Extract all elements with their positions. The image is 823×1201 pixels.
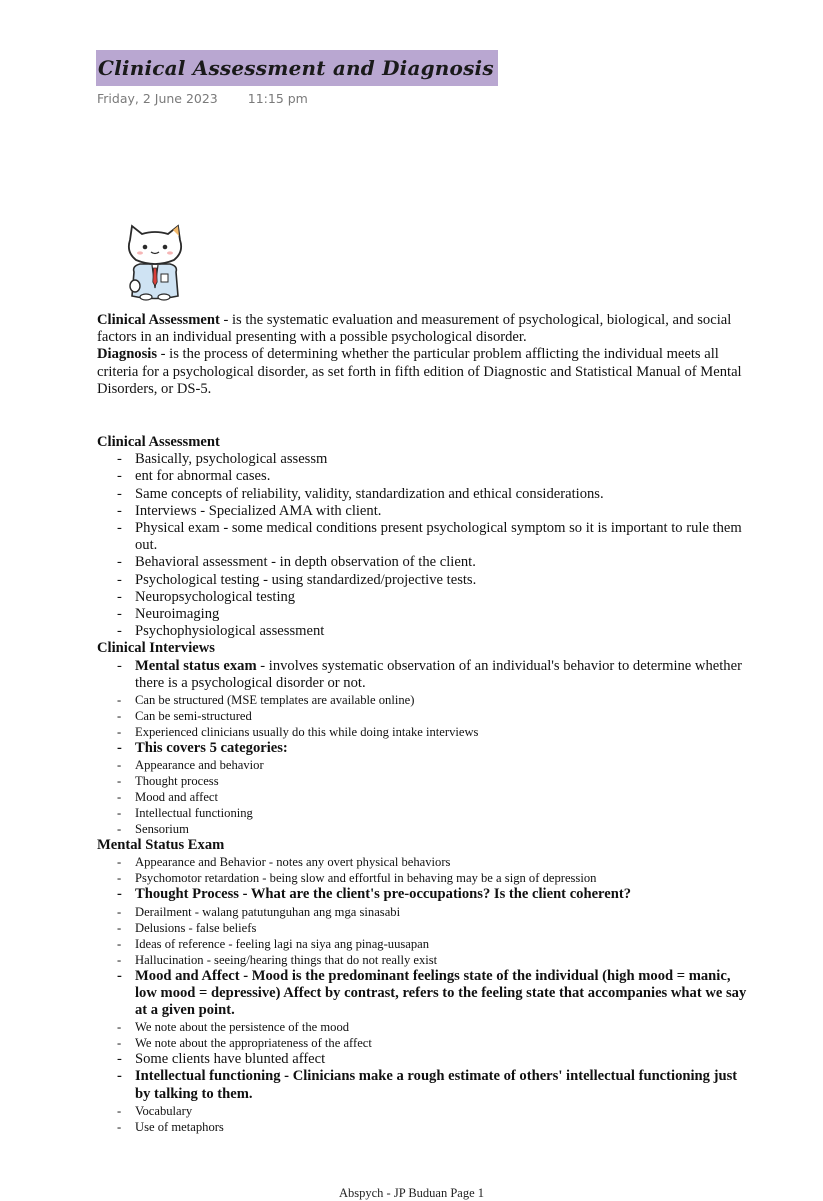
list-item: - Ideas of reference - feeling lagi na siya ang pinag-uusapan xyxy=(135,936,747,952)
list-item: - Mood and affect xyxy=(135,789,747,805)
list-item: - Neuroimaging xyxy=(135,606,747,623)
list-item: - Interviews - Specialized AMA with client. xyxy=(135,503,747,520)
page-time: 11:15 pm xyxy=(247,91,308,106)
list-item: - Intellectual functioning xyxy=(135,805,747,821)
page-footer: Abspych - JP Buduan Page 1 xyxy=(338,1186,484,1200)
definition-diagnosis xyxy=(97,346,747,398)
note-content xyxy=(97,312,747,1135)
section-list-clinical-assessment xyxy=(97,451,747,640)
list-item: - Psychophysiological assessment xyxy=(135,623,747,640)
definition-text: - is the process of determining whether the particular problem afflicting the individual meets all criteria for a psychological disorder, as set forth in fifth edition of Diagnostic and Statistical Manual of Mental Disorders, or DS-5. xyxy=(97,346,742,397)
list-item: - Sensorium xyxy=(135,821,747,837)
list-item: - Appearance and behavior xyxy=(135,757,747,773)
page-title-highlight xyxy=(96,50,498,86)
definition-term: Diagnosis xyxy=(97,346,158,363)
list-item: - Some clients have blunted affect xyxy=(135,1051,747,1068)
list-item: - Same concepts of reliability, validity, standardization and ethical considerations. xyxy=(135,486,747,503)
list-item: - Psychomotor retardation - being slow and effortful in behaving may be a sign of depression xyxy=(135,870,747,886)
section-list-clinical-interviews xyxy=(97,658,747,838)
list-item: - Delusions - false beliefs xyxy=(135,920,747,936)
list-item: - ent for abnormal cases. xyxy=(135,468,747,485)
list-item: - Basically, psychological assessm xyxy=(135,451,747,468)
list-item: - Neuropsychological testing xyxy=(135,589,747,606)
list-item xyxy=(135,658,747,692)
definition-text: - is the systematic evaluation and measurement of psychological, biological, and social factors in an individual presenting with a possible psychological disorder. xyxy=(97,312,732,346)
list-item: - Intellectual functioning - Clinicians make a rough estimate of others' intellectual functioning just by talking to them. xyxy=(135,1068,747,1102)
definition-clinical-assessment xyxy=(97,312,747,346)
list-item: - Use of metaphors xyxy=(135,1119,747,1135)
list-item: - Thought Process - What are the client's pre-occupations? Is the client coherent? xyxy=(135,886,747,903)
list-item: - Mood and Affect - Mood is the predominant feelings state of the individual (high mood = manic, low mood = depressive) Affect by contrast, refers to the feeling state that accompanies what we say at a given point. xyxy=(135,968,747,1020)
list-item: - Appearance and Behavior - notes any overt physical behaviors xyxy=(135,854,747,870)
section-heading-clinical-interviews: Clinical Interviews xyxy=(97,640,215,657)
list-item: - Can be semi-structured xyxy=(135,708,747,724)
definition-term: Clinical Assessment xyxy=(97,312,220,328)
page-meta xyxy=(97,91,308,106)
list-item: - We note about the appropriateness of the affect xyxy=(135,1035,747,1051)
list-item: - Psychological testing - using standardized/projective tests. xyxy=(135,572,747,589)
list-item: - Can be structured (MSE templates are available online) xyxy=(135,692,747,708)
list-item-term: Mental status exam xyxy=(135,657,257,674)
page-date: Friday, 2 June 2023 xyxy=(97,91,218,106)
section-heading-mental-status-exam: Mental Status Exam xyxy=(97,837,225,854)
section-list-mental-status-exam xyxy=(97,854,747,1134)
list-item: - We note about the persistence of the mood xyxy=(135,1019,747,1035)
list-item: - Vocabulary xyxy=(135,1103,747,1119)
list-item: - This covers 5 categories: xyxy=(135,740,747,757)
page-title: Clinical Assessment and Diagnosis xyxy=(98,56,494,80)
list-item: - Hallucination - seeing/hearing things that do not really exist xyxy=(135,952,747,968)
list-item-text: - involves systematic observation of an individual's behavior to determine whether there is a psychological disorder or not. xyxy=(135,657,742,691)
list-item: - Thought process xyxy=(135,773,747,789)
list-item: - Experienced clinicians usually do this while doing intake interviews xyxy=(135,724,747,740)
list-item: - Physical exam - some medical conditions present psychological symptom so it is important to rule them out. xyxy=(135,520,747,554)
list-item: - Behavioral assessment - in depth observation of the client. xyxy=(135,554,747,571)
cat-doctor-sticker-icon xyxy=(118,222,192,302)
section-heading-clinical-assessment: Clinical Assessment xyxy=(97,434,220,451)
list-item: - Derailment - walang patutunguhan ang mga sinasabi xyxy=(135,904,747,920)
